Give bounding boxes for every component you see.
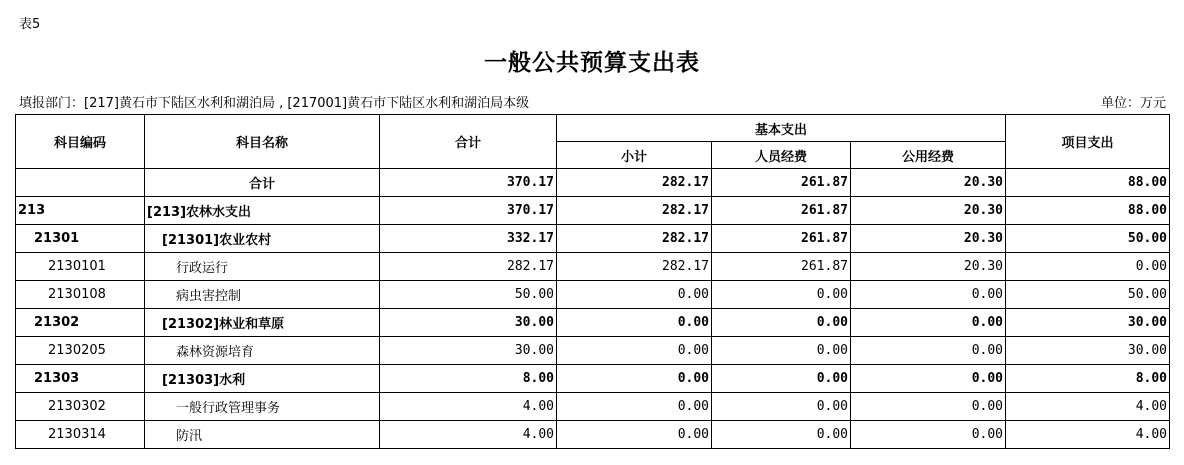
header-personnel: 人员经费	[712, 142, 851, 169]
cell-personnel: 0.00	[712, 281, 851, 309]
cell-project: 50.00	[1006, 281, 1170, 309]
cell-subtotal: 282.17	[557, 225, 712, 253]
cell-code: 2130314	[16, 421, 145, 449]
table-row	[16, 169, 1170, 197]
cell-project: 88.00	[1006, 197, 1170, 225]
cell-name: 森林资源培育	[145, 337, 380, 365]
cell-name: [21301]农业农村	[145, 225, 380, 253]
cell-total: 282.17	[380, 253, 557, 281]
cell-personnel: 0.00	[712, 365, 851, 393]
cell-total: 370.17	[380, 197, 557, 225]
table-row	[16, 421, 1170, 449]
cell-personnel: 261.87	[712, 169, 851, 197]
header-public: 公用经费	[851, 142, 1006, 169]
table-row	[16, 281, 1170, 309]
cell-subtotal: 0.00	[557, 337, 712, 365]
cell-subtotal: 282.17	[557, 197, 712, 225]
cell-name: [213]农林水支出	[145, 197, 380, 225]
cell-name: 一般行政管理事务	[145, 393, 380, 421]
table-number: 表5	[19, 17, 41, 32]
cell-personnel: 0.00	[712, 421, 851, 449]
cell-public: 20.30	[851, 197, 1006, 225]
table-row	[16, 225, 1170, 253]
cell-total: 8.00	[380, 365, 557, 393]
cell-project: 4.00	[1006, 393, 1170, 421]
cell-public: 0.00	[851, 337, 1006, 365]
cell-name: 病虫害控制	[145, 281, 380, 309]
cell-code: 2130302	[16, 393, 145, 421]
cell-code: 21301	[16, 225, 145, 253]
cell-code: 2130205	[16, 337, 145, 365]
header-subtotal: 小计	[557, 142, 712, 169]
cell-name: [21303]水利	[145, 365, 380, 393]
cell-public: 20.30	[851, 253, 1006, 281]
header-name: 科目名称	[145, 115, 380, 169]
header-code: 科目编码	[16, 115, 145, 169]
header-basic-expenditure: 基本支出	[557, 115, 1006, 142]
header-project-expenditure: 项目支出	[1006, 115, 1170, 169]
page-title: 一般公共预算支出表	[484, 49, 700, 76]
table-row	[16, 309, 1170, 337]
cell-code: 21303	[16, 365, 145, 393]
cell-project: 30.00	[1006, 337, 1170, 365]
cell-public: 20.30	[851, 169, 1006, 197]
cell-project: 50.00	[1006, 225, 1170, 253]
table-row	[16, 393, 1170, 421]
cell-project: 30.00	[1006, 309, 1170, 337]
cell-personnel: 261.87	[712, 225, 851, 253]
cell-code: 2130101	[16, 253, 145, 281]
cell-code: 21302	[16, 309, 145, 337]
budget-table	[15, 114, 1170, 449]
cell-public: 0.00	[851, 421, 1006, 449]
cell-public: 20.30	[851, 225, 1006, 253]
header-row-1	[16, 115, 1170, 142]
cell-public: 0.00	[851, 309, 1006, 337]
cell-personnel: 261.87	[712, 197, 851, 225]
table-row	[16, 253, 1170, 281]
cell-total: 30.00	[380, 337, 557, 365]
cell-code: 2130108	[16, 281, 145, 309]
cell-subtotal: 282.17	[557, 169, 712, 197]
cell-subtotal: 0.00	[557, 309, 712, 337]
cell-subtotal: 0.00	[557, 281, 712, 309]
cell-total: 4.00	[380, 421, 557, 449]
department-info: 填报部门：[217]黄石市下陆区水利和湖泊局 , [217001]黄石市下陆区水利和湖泊局本级	[19, 96, 530, 111]
cell-project: 0.00	[1006, 253, 1170, 281]
cell-name: 合计	[145, 169, 380, 197]
cell-public: 0.00	[851, 365, 1006, 393]
table-row	[16, 365, 1170, 393]
cell-personnel: 0.00	[712, 337, 851, 365]
cell-subtotal: 0.00	[557, 393, 712, 421]
cell-subtotal: 282.17	[557, 253, 712, 281]
cell-name: 防汛	[145, 421, 380, 449]
cell-personnel: 261.87	[712, 253, 851, 281]
cell-project: 88.00	[1006, 169, 1170, 197]
cell-personnel: 0.00	[712, 309, 851, 337]
unit-label: 单位：万元	[1100, 96, 1166, 111]
cell-total: 30.00	[380, 309, 557, 337]
cell-project: 8.00	[1006, 365, 1170, 393]
cell-total: 332.17	[380, 225, 557, 253]
cell-public: 0.00	[851, 281, 1006, 309]
cell-name: 行政运行	[145, 253, 380, 281]
cell-code	[16, 169, 145, 197]
cell-total: 370.17	[380, 169, 557, 197]
cell-name: [21302]林业和草原	[145, 309, 380, 337]
cell-project: 4.00	[1006, 421, 1170, 449]
table-row	[16, 197, 1170, 225]
header-total: 合计	[380, 115, 557, 169]
cell-subtotal: 0.00	[557, 421, 712, 449]
cell-public: 0.00	[851, 393, 1006, 421]
cell-subtotal: 0.00	[557, 365, 712, 393]
cell-personnel: 0.00	[712, 393, 851, 421]
cell-total: 4.00	[380, 393, 557, 421]
cell-code: 213	[16, 197, 145, 225]
cell-total: 50.00	[380, 281, 557, 309]
table-row	[16, 337, 1170, 365]
